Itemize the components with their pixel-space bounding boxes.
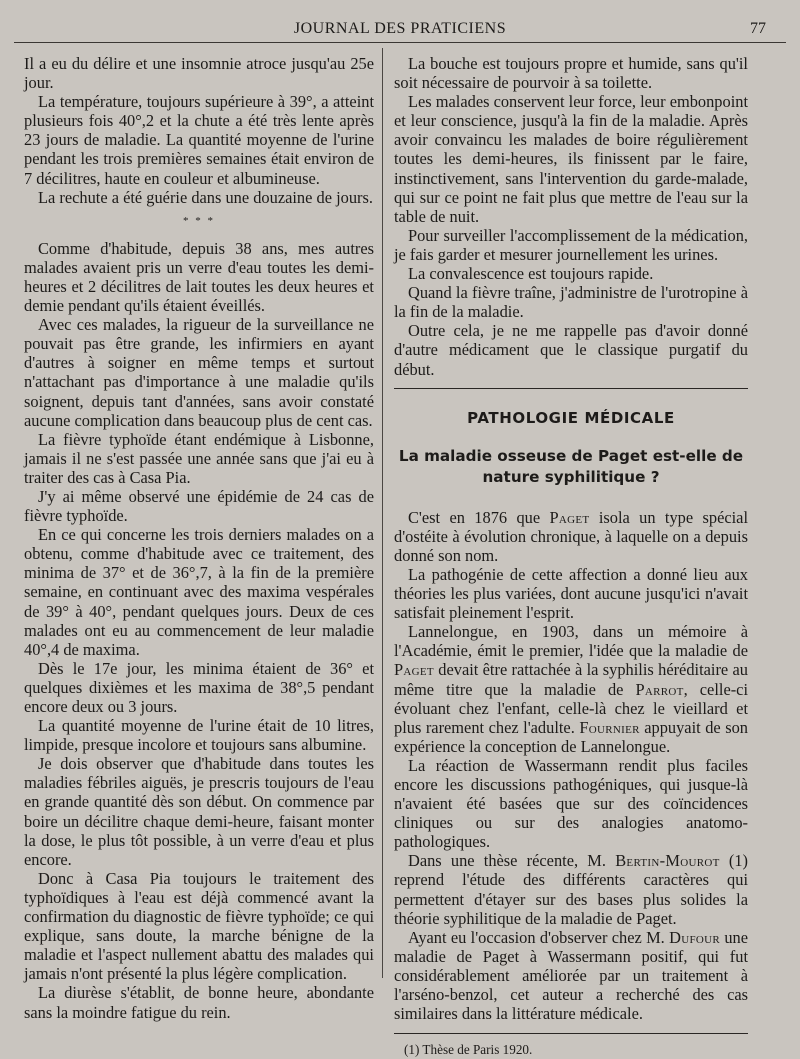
text-run: Lannelongue, en 1903, dans un mémoire à l'Académie, émit le premier, l'idée que la maladie de — [394, 622, 748, 661]
text-run: C'est en 1876 que — [408, 507, 550, 527]
author-name: Paget — [394, 660, 434, 680]
text-run: Dans une thèse récente, M. — [408, 851, 616, 871]
text-run: appuyait de son expérience la conception de Lannelongue. — [394, 717, 748, 756]
text-run: isola un type spécial d'ostéite à évolution chronique, à laquelle on a depuis donné son nom. — [394, 507, 749, 565]
article-title: La maladie osseuse de Paget est-elle de nature syphilitique ? — [398, 446, 744, 486]
paragraph: Les malades conservent leur force, leur embonpoint et leur conscience, jusqu'à la fin de la maladie. Après avoir convaincu les malades de boire régulièrement toutes les demi-heures, ils finissent par le faire, instinctivement, sans l'intervention du garde-malade, qui sur ce point ne fait plus que mettre de l'eau sur la table de nuit. — [394, 92, 748, 226]
author-name: Paget — [549, 507, 590, 527]
running-header — [14, 16, 786, 43]
paragraph: La réaction de Wassermann rendit plus faciles encore les discussions pathogéniques, qui jusque-là n'avaient été basées que sur des coïncidences cliniques ou sur des analogies anatomo-pathologiques. — [394, 755, 748, 852]
paragraph — [394, 851, 748, 927]
text-run: Ayant eu l'occasion d'observer chez M. — [408, 927, 670, 947]
paragraph: Donc à Casa Pia toujours le traitement des typhoïdiques à l'eau est déjà commencé avant la confirmation du diagnostic de fièvre typhoïde; ce qui explique, sans doute, la marche bénigne de la maladie et l'aspect nullement abattu des malades qui jamais n'ont présenté la plus légère complication. — [24, 868, 374, 984]
author-name: Dufour — [669, 927, 721, 947]
text-run: , celle-ci évoluant chez l'enfant, celle-là chez le vieillard et plus rarement chez l'adulte. — [394, 679, 748, 737]
section-title: PATHOLOGIE MÉDICALE — [467, 408, 675, 427]
paragraph: Il a eu du délire et une insomnie atroce jusqu'au 25e jour. — [24, 54, 374, 93]
paragraph — [394, 622, 748, 756]
paragraph: Dès le 17e jour, les minima étaient de 36° et quelques dixièmes et les maxima de 38°,5 pendant encore deux ou 3 jours. — [24, 658, 374, 716]
paragraph: La rechute a été guérie dans une douzaine de jours. — [38, 187, 373, 207]
paragraph: Avec ces malades, la rigueur de la surveillance ne pouvait pas être grande, les infirmiers en ayant d'autres à soigner en même temps et surtout n'attachant pas d'importance à une maladie qu'ils soignent, depuis tant d'années, sans avoir constaté aucune complication dans beaucoup plus de cent cas. — [24, 315, 374, 430]
paragraph — [394, 928, 748, 1023]
paragraph: La fièvre typhoïde étant endémique à Lisbonne, jamais il ne s'est passée une année sans que j'ai eu à traiter des cas à Casa Pia. — [24, 429, 374, 487]
paragraph: La quantité moyenne de l'urine était de 10 litres, limpide, presque incolore et toujours sans albumine. — [24, 716, 374, 755]
journal-title: JOURNAL DES PRATICIENS — [293, 20, 507, 37]
footnote: (1) Thèse de Paris 1920. — [404, 1042, 533, 1058]
column-divider — [382, 48, 383, 978]
paragraph: Je dois observer que d'habitude dans toutes les maladies fébriles aiguës, je prescris toujours de l'eau en grande quantité dès son début. On commence par boire un décilitre chaque demi-heure, faisant monter la dose, le plus tôt possible, à un verre d'eau et plus encore. — [24, 754, 374, 869]
text-run: une maladie de Paget à Wassermann positif, qui fut considérablement améliorée par un traitement à l'arséno-benzol, cet auteur a recherché des cas similaires dans la littérature médicale. — [394, 927, 749, 1024]
paragraph: Comme d'habitude, depuis 38 ans, mes autres malades avaient pris un verre d'eau toutes les demi-heures et 2 décilitres de lait toutes les deux heures et demie pendant qu'ils étaient éveillés. — [24, 238, 374, 316]
page-number: 77 — [750, 20, 766, 37]
paragraph: La pathogénie de cette affection a donné lieu aux théories les plus variées, dont aucune jusqu'ici n'avait satisfait pleinement l'esprit. — [394, 564, 748, 623]
paragraph: Outre cela, je ne me rappelle pas d'avoir donné d'autre médicament que le classique purgatif du début. — [394, 321, 748, 379]
text-run: devait être rattachée à la syphilis héréditaire au même titre que la maladie de — [394, 660, 748, 699]
text-run: (1) reprend l'étude des différents caractères qui permettent d'étayer sur des bases plus solides la théorie syphilitique de la maladie de Paget. — [394, 851, 748, 928]
paragraph: J'y ai même observé une épidémie de 24 cas de fièvre typhoïde. — [24, 486, 374, 526]
author-name: Bertin-Mourot — [615, 851, 720, 871]
left-column — [24, 54, 374, 1022]
paragraph: En ce qui concerne les trois derniers malades on a obtenu, comme d'habitude avec ce traitement, des minima de 37° et de 36°,7, à la fin de la première semaine, en continuant avec des maxima vespérales de 39° à 40°, pendant quelques jours. Deux de ces malades ont eu au commencement de leur maladie 40°,4 de maxima. — [24, 525, 374, 659]
author-name: Fournier — [579, 717, 640, 737]
section-break-asterisks: * * * — [183, 214, 215, 227]
paragraph: La convalescence est toujours rapide. — [408, 264, 654, 284]
right-column — [394, 54, 748, 1059]
paragraph — [394, 508, 748, 565]
footnote-rule — [394, 1033, 748, 1034]
author-name: Parrot — [635, 679, 684, 699]
paragraph: Pour surveiller l'accomplissement de la médication, je fais garder et mesurer journellement les urines. — [394, 225, 748, 264]
paragraph: Quand la fièvre traîne, j'administre de l'urotropine à la fin de la maladie. — [394, 283, 748, 322]
section-rule — [394, 388, 748, 389]
paragraph: La température, toujours supérieure à 39°, a atteint plusieurs fois 40°,2 et la chute a été très lente après 23 jours de maladie. La quantité moyenne de l'urine pendant les trois premières semaines était environ de 7 décilitres, haute en couleur et albumineuse. — [24, 92, 374, 188]
paragraph: La diurèse s'établit, de bonne heure, abondante sans la moindre fatigue du rein. — [24, 983, 374, 1022]
paragraph: La bouche est toujours propre et humide, sans qu'il soit nécessaire de pourvoir à sa toilette. — [394, 54, 748, 93]
